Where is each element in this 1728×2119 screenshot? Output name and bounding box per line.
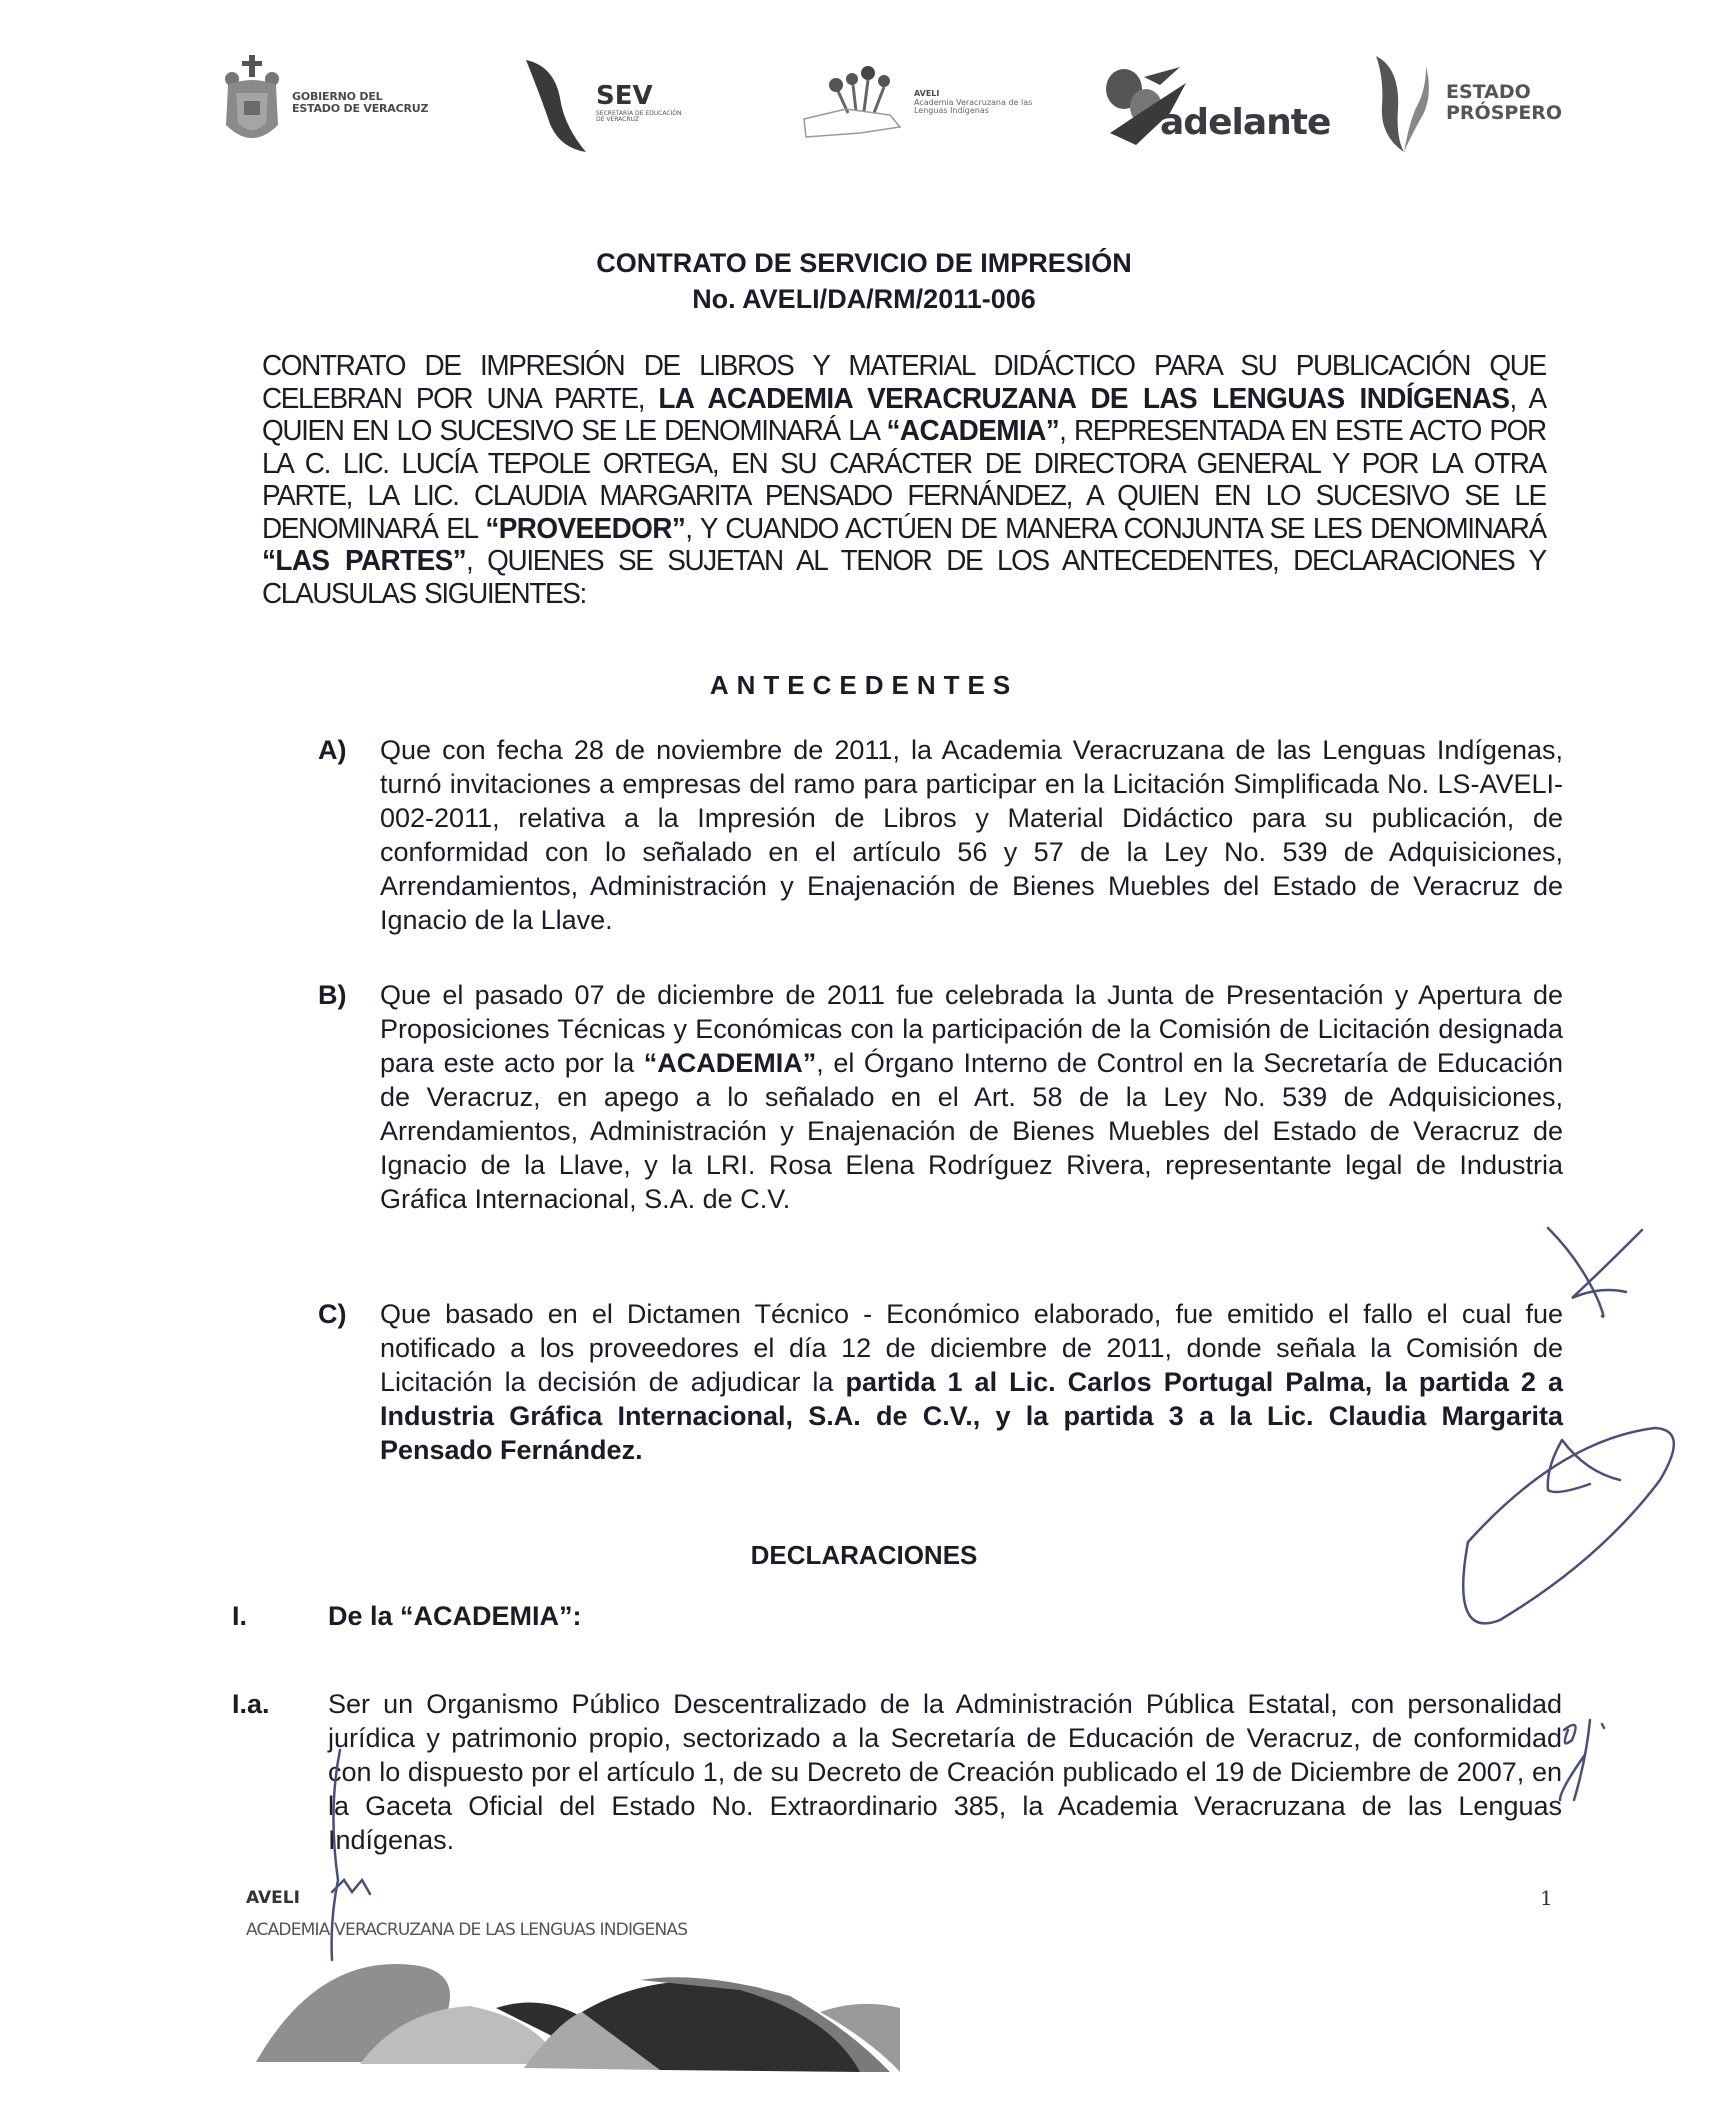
intro-text-2: , A QUIEN EN LO SUCESIVO SE LE DENOMINARÁ LA [262, 382, 1546, 447]
logo-estado-prospero [1370, 48, 1562, 158]
intro-bold-proveedor: “PROVEEDOR” [485, 512, 686, 545]
antecedente-a-text: Que con fecha 28 de noviembre de 2011, la Academia Veracruzana de las Lenguas Indígenas, turnó invitaciones a empresas del ramo para participar en la Licitación Simplificada No. LS-AVELI-002-2011, relativa a la Impresión de Libros y Material Didáctico para su publicación, de conformidad con lo señalado en el artículo 56 y 57 de la Ley No. 539 de Adquisiciones, Arrendamientos, Administración y Enajenación de Bienes Muebles del Estado de Veracruz de Ignacio de la Llave. [380, 735, 1563, 935]
intro-text-5: , QUIENES SE SUJETAN AL TENOR DE LOS ANTECEDENTES, DECLARACIONES Y CLAUSULAS SIGUIENTES: [262, 545, 1546, 610]
sev-swoosh-icon [520, 48, 590, 158]
aveli-name: AVELI [914, 88, 940, 98]
sev-line1: SECRETARÍA DE EDUCACIÓN [596, 109, 682, 117]
prospero-line2: PRÓSPERO [1446, 102, 1563, 124]
antecedente-b-text-1: Que el pasado 07 de diciembre de 2011 fue celebrada la Junta de Presentación y Apertura de Proposiciones Técnicas y Económicas con la participación de la Comisión de Licitación designada para este acto por la [380, 980, 1563, 1078]
antecedente-b-label: B) [318, 980, 347, 1010]
declaracion-ia-text: Ser un Organismo Público Descentralizado de la Administración Pública Estatal, con personalidad jurídica y patrimonio propio, sectorizado a la Secretaría de Educación de Veracruz, de conformidad con lo dispuesto por el artículo 1, de su Decreto de Creación publicado el 19 de Diciembre de 2007, en la Gaceta Oficial del Estado No. Extraordinario 385, la Academia Veracruzana de las Lenguas Indígenas. [328, 1689, 1562, 1855]
declaracion-i-title: De la “ACADEMIA”: [328, 1601, 582, 1631]
logo-adelante [1100, 48, 1330, 158]
declaracion-i-number: I. [232, 1601, 248, 1631]
antecedente-c-text-1: Que basado en el Dictamen Técnico - Económico elaborado, fue emitido el fallo el cual fue notificado a los proveedores el día 12 de diciembre de 2011, donde señala la Comisión de Licitación la decisión de adjudicar la [380, 1299, 1563, 1397]
document-title: CONTRATO DE SERVICIO DE IMPRESIÓN [596, 248, 1132, 278]
intro-paragraph [262, 350, 1546, 610]
intro-text-3: , REPRESENTADA EN ESTE ACTO POR LA C. LIC. LUCÍA TEPOLE ORTEGA, EN SU CARÁCTER DE DIRECTORA GENERAL Y POR LA OTRA PARTE, LA LIC. CLAUDIA MARGARITA PENSADO FERNÁNDEZ, A QUIEN EN LO SUCESIVO SE LE DENOMINARÁ EL [262, 415, 1546, 545]
declaracion-ia-number: I.a. [232, 1689, 270, 1719]
contract-number: No. AVELI/DA/RM/2011-006 [692, 284, 1036, 314]
prospero-line1: ESTADO [1446, 81, 1531, 104]
antecedentes-heading: ANTECEDENTES [709, 670, 1019, 700]
header-logos [220, 48, 1570, 168]
footer-org-name: ACADEMIA VERACRUZANA DE LAS LENGUAS INDIGENAS [246, 1920, 688, 1940]
adelante-wordmark: adelante [1160, 102, 1331, 144]
footer-short-name: AVELI [246, 1888, 300, 1908]
page-number: 1 [1540, 1886, 1553, 1910]
footer-wave-decoration [0, 1960, 1728, 2119]
aveli-line2: Lenguas Indígenas [914, 106, 989, 116]
intro-bold-academia: “ACADEMIA” [886, 415, 1060, 447]
antecedente-b-bold: “ACADEMIA” [643, 1048, 817, 1078]
antecedente-c-text [380, 1297, 1563, 1467]
intro-bold-academia-name: LA ACADEMIA VERACRUZANA DE LAS LENGUAS INDÍGENAS [658, 382, 1510, 415]
antecedente-a-label: A) [318, 735, 347, 765]
logo-sev [520, 48, 681, 158]
intro-text-1: CONTRATO DE IMPRESIÓN DE LIBROS Y MATERIAL DIDÁCTICO PARA SU PUBLICACIÓN QUE CELEBRAN POR UNA PARTE, [262, 350, 1546, 415]
declaraciones-heading: DECLARACIONES [750, 1540, 978, 1570]
prospero-v-icon [1370, 48, 1434, 158]
margin-initials [1560, 1720, 1604, 1800]
intro-text-4: , Y CUANDO ACTÚEN DE MANERA CONJUNTA SE LES DENOMINARÁ [685, 512, 1546, 545]
gobierno-line1: GOBIERNO DEL [292, 89, 383, 103]
intro-bold-las-partes: “LAS PARTES” [262, 545, 467, 577]
antecedente-b-text-2: , el Órgano Interno de Control en la Secretaría de Educación de Veracruz, en apego a lo señalado en el Art. 58 de la Ley No. 539 de Adquisiciones, Arrendamientos, Administración y Enajenación de Bienes Muebles del Estado de Veracruz de Ignacio de la Llave, y la LRI. Rosa Elena Rodríguez Rivera, representante legal de Industria Gráfica Internacional, S.A. de C.V. [380, 1048, 1563, 1214]
aveli-hand-icon [800, 63, 910, 143]
logo-aveli [800, 48, 1032, 158]
aveli-line1: Academia Veracruzana de las [914, 97, 1033, 107]
gobierno-line2: ESTADO DE VERACRUZ [292, 102, 429, 115]
sev-line2: DE VERACRUZ [596, 116, 639, 124]
antecedente-c-label: C) [318, 1299, 347, 1329]
logo-gobierno-veracruz [220, 48, 428, 158]
sev-name: SEV [596, 81, 653, 112]
antecedente-c-bold: partida 1 al Lic. Carlos Portugal Palma, la partida 2 a Industria Gráfica Internacional, S.A. de C.V., y la partida 3 a la Lic. Claudia Margarita Pensado Fernández. [380, 1367, 1563, 1465]
antecedente-b-text [380, 978, 1563, 1216]
coat-of-arms-icon [220, 53, 284, 153]
